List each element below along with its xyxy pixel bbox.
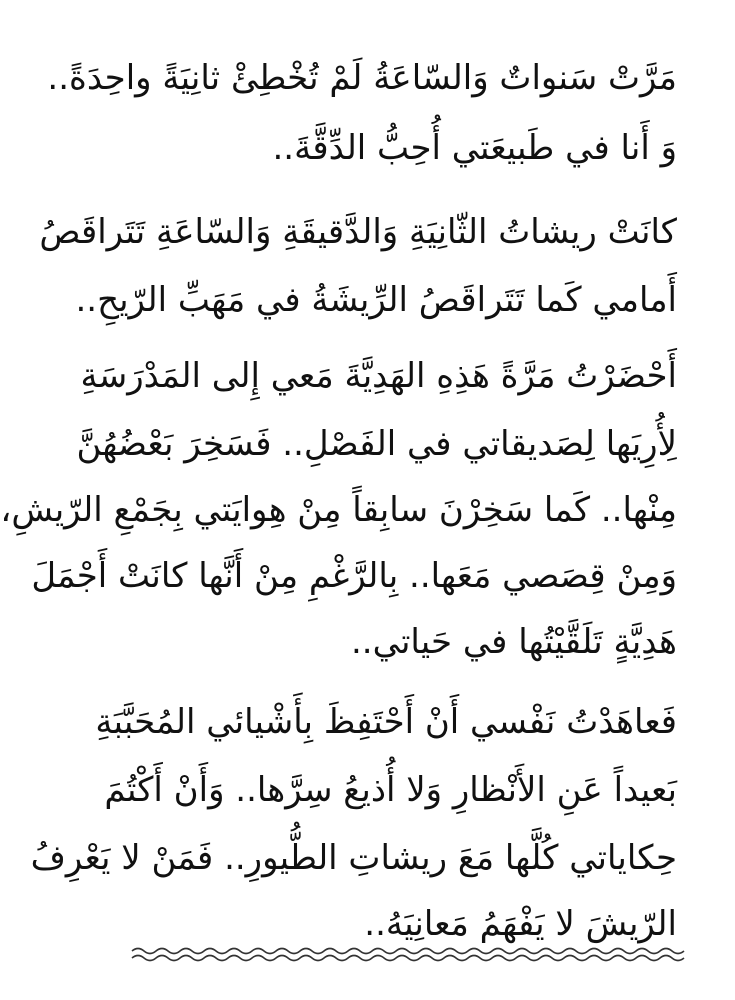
paragraph-3-line-2: لِأُرِيَها لِصَديقاتي في الفَصْلِ.. فَسَخِرَ بَعْضُهُنَّ xyxy=(76,424,677,464)
wavy-line-upper xyxy=(132,949,684,954)
paragraph-4-line-2: بَعيداً عَنِ الأَنْظارِ وَلا أُذيعُ سِرَّها.. وَأَنْ أَكْتُمَ xyxy=(104,770,677,810)
paragraph-1-line-1: مَرَّتْ سَنواتٌ وَالسّاعَةُ لَمْ تُخْطِئْ ثانِيَةً واحِدَةً.. xyxy=(47,58,677,98)
paragraph-3-line-1: أَحْضَرْتُ مَرَّةً هَذِهِ الهَدِيَّةَ مَعي إِلى المَدْرَسَةِ xyxy=(80,356,677,396)
paragraph-3-line-5: هَدِيَّةٍ تَلَقَّيْتُها في حَياتي.. xyxy=(350,622,677,662)
paragraph-4-line-1: فَعاهَدْتُ نَفْسي أَنْ أَحْتَفِظَ بِأَشْيائي المُحَبَّبَةِ xyxy=(95,702,677,742)
wavy-line-lower xyxy=(132,956,684,961)
paragraph-3-line-3: مِنْها.. كَما سَخِرْنَ سابِقاً مِنْ هِوايَتي بِجَمْعِ الرّيشِ، xyxy=(0,490,677,530)
wavy-divider xyxy=(132,944,680,966)
paragraph-4-line-3: حِكاياتي كُلَّها مَعَ ريشاتِ الطُّيورِ.. فَمَنْ لا يَعْرِفُ xyxy=(30,838,677,878)
paragraph-2-line-2: أَمامي كَما تَتَراقَصُ الرِّيشَةُ في مَهَبِّ الرّيحِ.. xyxy=(75,280,677,320)
paragraph-1-line-2: وَ أَنا في طَبيعَتي أُحِبُّ الدِّقَّةَ.. xyxy=(272,128,677,168)
paragraph-2-line-1: كانَتْ ريشاتُ الثّانِيَةِ وَالدَّقيقَةِ وَالسّاعَةِ تَتَراقَصُ xyxy=(39,212,677,252)
paragraph-4-line-4: الرّيشَ لا يَفْهَمُ مَعانِيَهُ.. xyxy=(364,904,677,944)
paragraph-3-line-4: وَمِنْ قِصَصي مَعَها.. بِالرَّغْمِ مِنْ أَنَّها كانَتْ أَجْمَلَ xyxy=(31,556,677,596)
